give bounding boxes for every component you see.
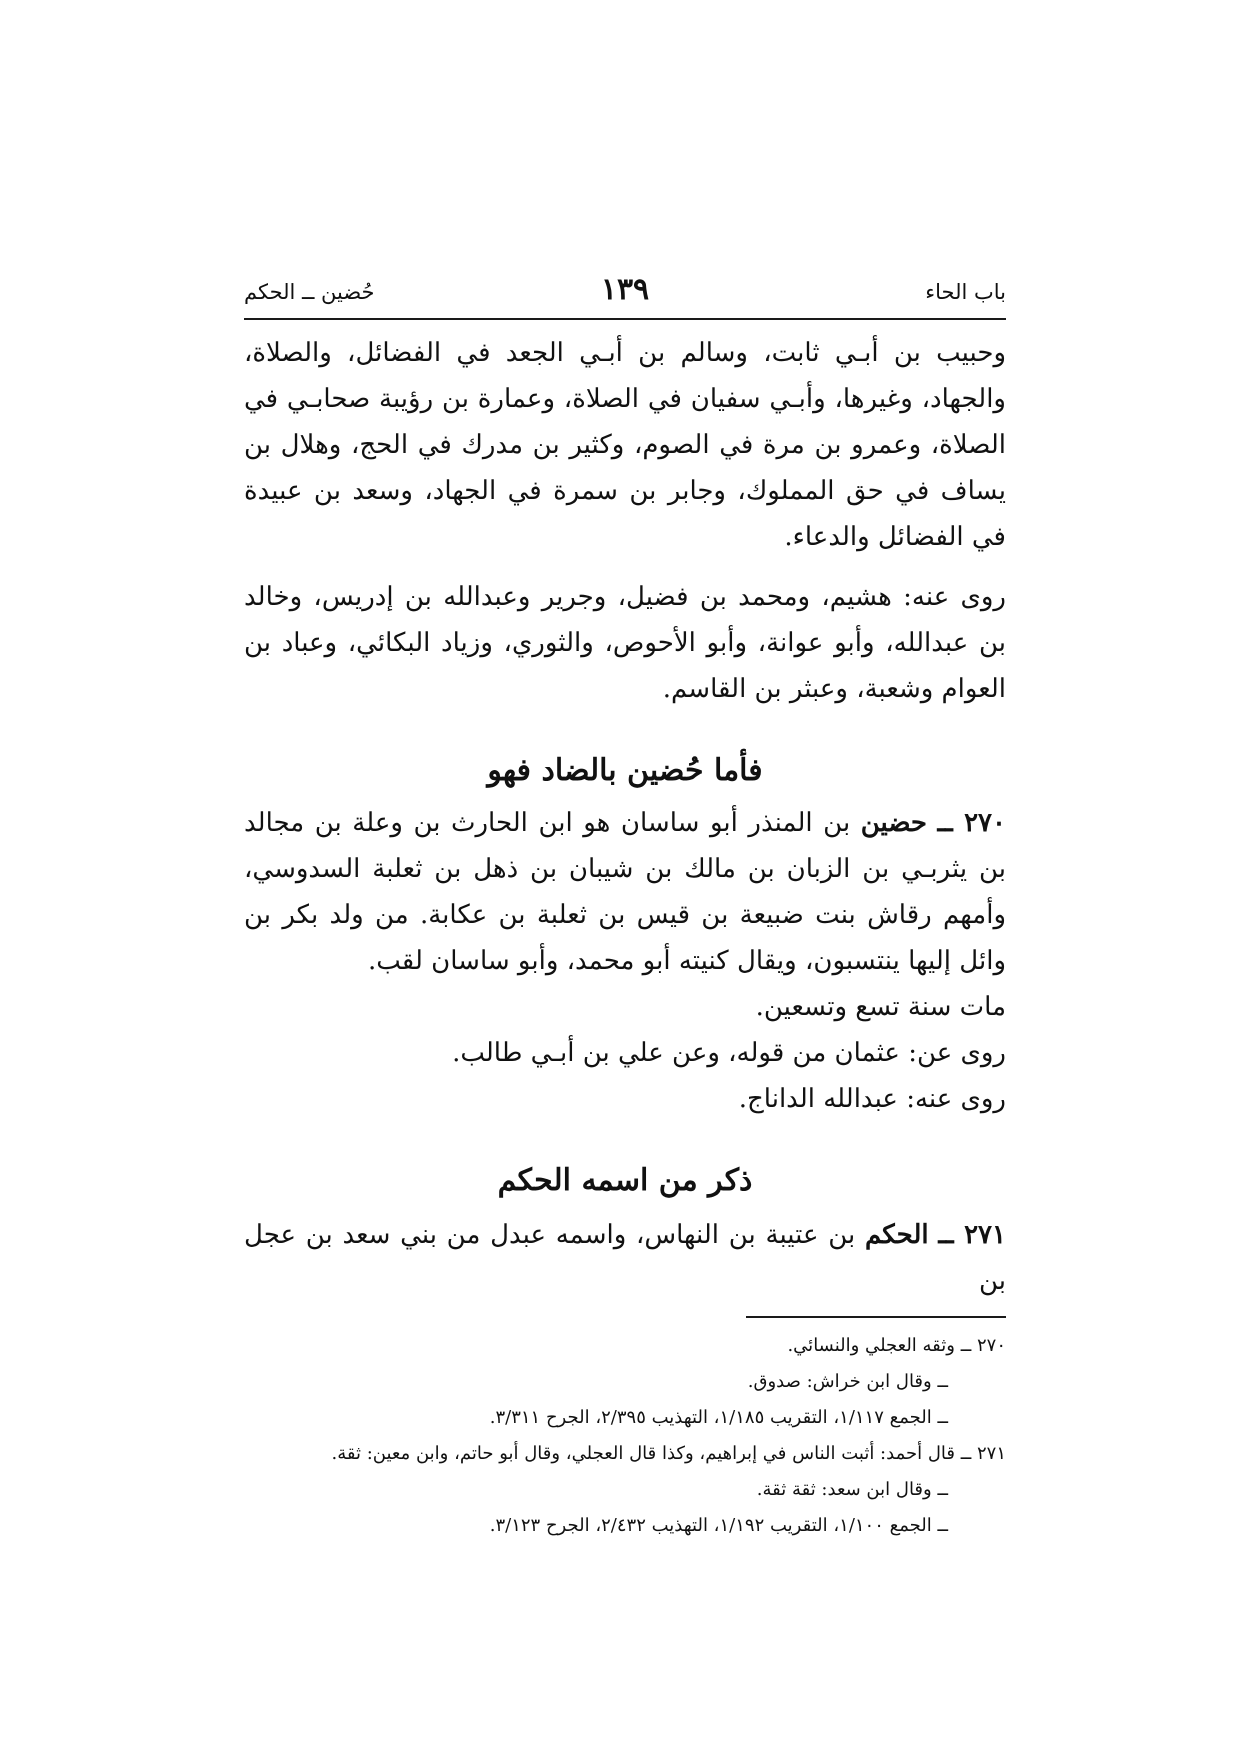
footnote-270-2: ــ وقال ابن خراش: صدوق. bbox=[747, 1371, 948, 1392]
entry-270-narrated-by: روى عنه: عبدالله الداناج. bbox=[738, 1084, 1006, 1114]
running-head bbox=[244, 268, 1006, 320]
main-text bbox=[244, 330, 1006, 1304]
entry-number: ٢٧١ ــ bbox=[938, 1220, 1006, 1250]
entry-number: ٢٧٠ ــ bbox=[937, 808, 1006, 838]
entry-text: بن المنذر أبو ساسان هو ابن الحارث بن وعلة بن مجالد بن يثربـي بن الزبان بن مالك بن شيبان بن ذهل بن ثعلبة السدوسي، وأمهم رقاش بنت ضبيعة بن قيس بن ثعلبة بن عكابة. من ولد بكر بن وائل إليها ينتسبون، ويقال كنيته أبو محمد، وأبو ساسان لقب. bbox=[244, 808, 1006, 976]
entry-270-narrated-from: روى عن: عثمان من قوله، وعن علي بن أبـي طالب. bbox=[452, 1038, 1006, 1068]
entry-name: حضين bbox=[860, 808, 927, 838]
entry-270 bbox=[244, 800, 1006, 984]
paragraph-teachers: وحبيب بن أبـي ثابت، وسالم بن أبـي الجعد في الفضائل، والصلاة، والجهاد، وغيرها، وأبـي سفيان في الصلاة، وعمارة بن رؤيبة صحابـي في الصلاة، وعمرو بن مرة في الصوم، وكثير بن مدرك في الحج، وهلال بن يساف في حق المملوك، وجابر بن سمرة في الجهاد، وسعد بن عبيدة في الفضائل والدعاء. bbox=[244, 338, 1006, 552]
footnotes bbox=[244, 1328, 1006, 1544]
book-page bbox=[244, 268, 1006, 1544]
chapter-title: باب الحاء bbox=[925, 280, 1006, 304]
footnote-270-1: ٢٧٠ ــ وثقه العجلي والنسائي. bbox=[787, 1335, 1006, 1356]
paragraph-students: روى عنه: هشيم، ومحمد بن فضيل، وجرير وعبدالله بن إدريس، وخالد بن عبدالله، وأبو عوانة، وأبو الأحوص، والثوري، وزياد البكائي، وعباد بن العوام وشعبة، وعبثر بن القاسم. bbox=[244, 582, 1006, 704]
section-heading-hakam: ذكر من اسمه الحكم bbox=[497, 1163, 753, 1198]
section-heading-hudayn: فأما حُضين بالضاد فهو bbox=[487, 753, 763, 788]
entry-271 bbox=[244, 1212, 1006, 1304]
footnote-271-1: ٢٧١ ــ قال أحمد: أثبت الناس في إبراهيم، وكذا قال العجلي، وقال أبو حاتم، وابن معين: ثقة. bbox=[331, 1443, 1006, 1464]
footnote-rule bbox=[746, 1316, 1006, 1318]
footnote-271-3: ــ الجمع ١/١٠٠، التقريب ١/١٩٢، التهذيب ٢/٤٣٢، الجرح ٣/١٢٣. bbox=[489, 1515, 948, 1536]
footnote-270-3: ــ الجمع ١/١١٧، التقريب ١/١٨٥، التهذيب ٢/٣٩٥، الجرح ٣/٣١١. bbox=[489, 1407, 948, 1428]
footnote-271-2: ــ وقال ابن سعد: ثقة ثقة. bbox=[756, 1479, 948, 1500]
entry-name: الحكم bbox=[865, 1220, 929, 1250]
page-topic: حُضين ــ الحكم bbox=[244, 280, 375, 304]
page-number: ١٣٩ bbox=[600, 272, 650, 307]
entry-270-death: مات سنة تسع وتسعين. bbox=[755, 992, 1006, 1022]
entry-text: بن عتيبة بن النهاس، واسمه عبدل من بني سعد بن عجل بن bbox=[244, 1220, 1006, 1296]
